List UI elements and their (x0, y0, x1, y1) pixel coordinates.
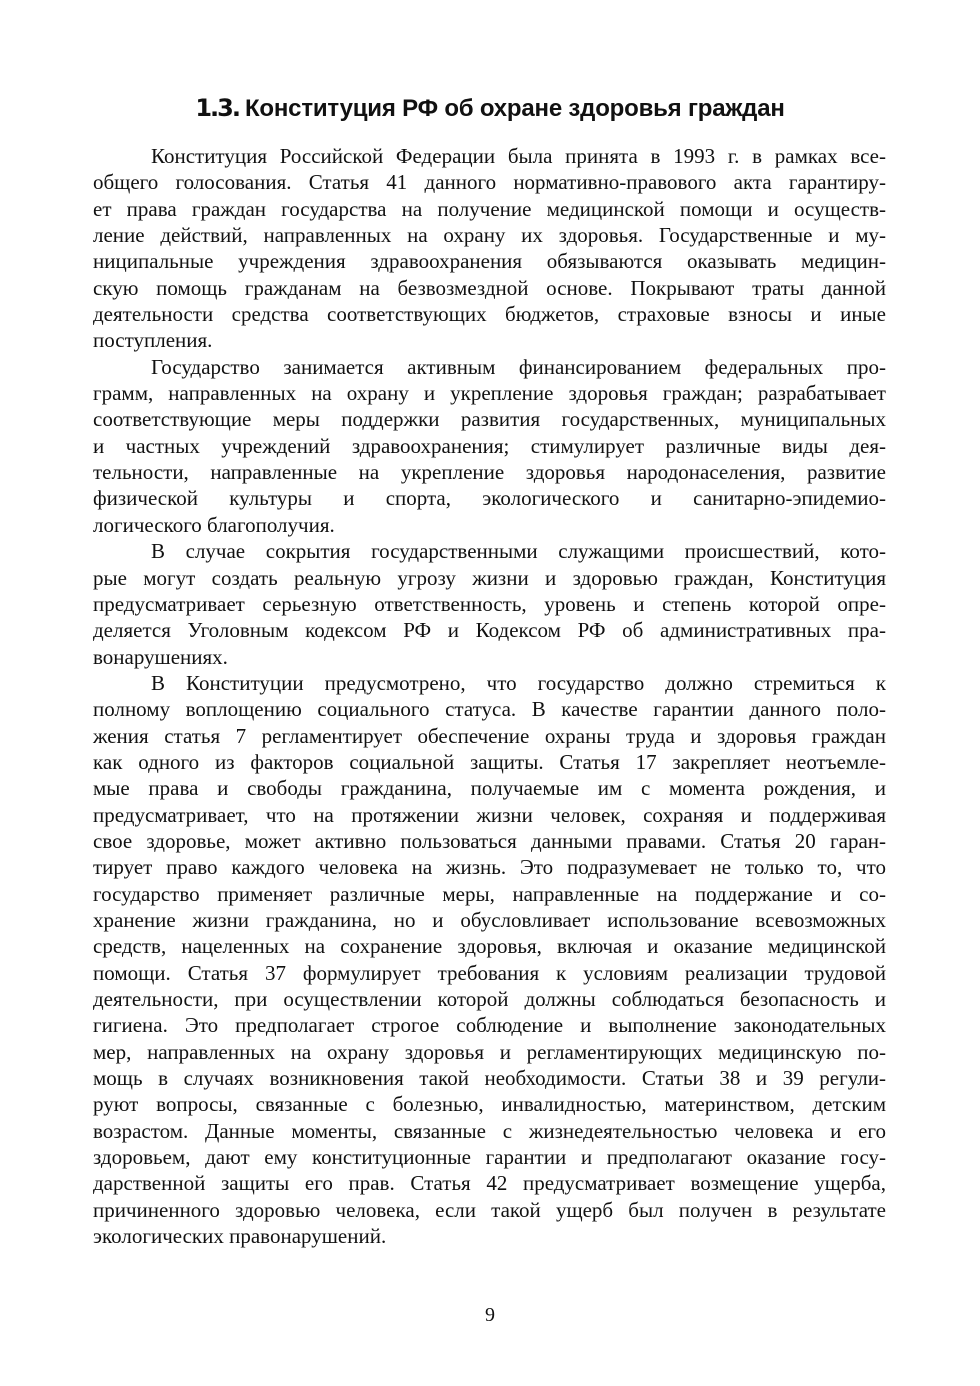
text-line: полному воплощению социального статуса. В качестве гарантии данного поло- (93, 697, 886, 722)
text-line: ет права граждан государства на получение медицинской помощи и осуществ- (93, 196, 886, 221)
text-line: мер, направленных на охрану здоровья и регламентирующих медицинскую по- (93, 1039, 886, 1064)
text-line: экологических правонарушений. (93, 1224, 387, 1249)
text-line: Государство занимается активным финансированием федеральных про- (151, 354, 886, 379)
text-line: предусматривает серьезную ответственность, уровень и степень которой опре- (93, 591, 886, 616)
text-line: тирует право каждого человека на жизнь. Это подразумевает не только то, что (93, 855, 886, 880)
page-number: 9 (485, 1304, 495, 1326)
text-line: В случае сокрытия государственными служащими происшествий, кото- (151, 539, 886, 564)
section-heading (0, 94, 980, 123)
paragraph (93, 354, 886, 538)
text-line: соответствующие меры поддержки развития государственных, муниципальных (93, 407, 886, 432)
text-line: хранение жизни гражданина, но и обусловливает использование всевозможных (93, 907, 886, 932)
text-line: физической культуры и спорта, экологического и санитарно-эпидемио- (93, 486, 886, 511)
text-line: причиненного здоровью человека, если такой ущерб был получен в результате (93, 1197, 886, 1222)
text-line: государство применяет различные меры, направленные на поддержание и со- (93, 881, 886, 906)
text-line: мые права и свободы гражданина, получаемые им с момента рождения, и (93, 776, 886, 801)
paragraph (93, 670, 886, 1250)
text-line: как одного из факторов социальной защиты. Статья 17 закрепляет неотъемле- (93, 749, 886, 774)
text-line: и частных учреждений здравоохранения; стимулирует различные виды дея- (93, 433, 886, 458)
text-line: рые могут создать реальную угрозу жизни и здоровью граждан, Конституция (93, 565, 886, 590)
text-line: руют вопросы, связанные с болезнью, инвалидностью, материнством, детским (93, 1092, 886, 1117)
text-line: ление действий, направленных на охрану их здоровья. Государственные и му- (93, 223, 886, 248)
text-line: мощь в случаях возникновения такой необходимости. Статьи 38 и 39 регули- (93, 1066, 886, 1091)
text-line: деятельности средства соответствующих бюджетов, страховые взносы и иные (93, 302, 886, 327)
text-line: Конституция Российской Федерации была принята в 1993 г. в рамках все- (151, 144, 886, 168)
text-line: средств, нацеленных на сохранение здоровья, включая и оказание медицинской (93, 934, 886, 959)
paragraph (93, 538, 886, 670)
section-number: 1.3. (195, 94, 239, 122)
section-title: Конституция РФ об охране здоровья граждан (244, 95, 785, 122)
text-line: скую помощь гражданам на безвозмездной основе. Покрывают траты данной (93, 275, 886, 300)
text-line: дарственной защиты его прав. Статья 42 предусматривает возмещение ущерба, (93, 1171, 886, 1196)
text-line: здоровьем, дают ему конституционные гарантии и предполагают оказание госу- (93, 1145, 886, 1170)
text-line: деляется Уголовным кодексом РФ и Кодексом РФ об административных пра- (93, 618, 886, 643)
text-line: общего голосования. Статья 41 данного нормативно-правового акта гарантиру- (93, 170, 886, 195)
text-line: ниципальные учреждения здравоохранения обязываются оказывать медицин- (93, 249, 886, 274)
text-line: жения статья 7 регламентирует обеспечение охраны труда и здоровья граждан (93, 723, 886, 748)
text-line: грамм, направленных на охрану и укрепление здоровья граждан; разрабатывает (93, 381, 886, 406)
paragraph (93, 143, 886, 354)
text-line: предусматривает, что на протяжении жизни человек, сохраняя и поддерживая (93, 802, 886, 827)
text-line: тельности, направленные на укрепление здоровья народонаселения, развитие (93, 460, 886, 485)
text-line: деятельности, при осуществлении которой должны соблюдаться безопасность и (93, 987, 886, 1011)
document-body (93, 143, 886, 1249)
text-line: возрастом. Данные моменты, связанные с жизнедеятельностью человека и его (93, 1118, 886, 1143)
text-line: гигиена. Это предполагает строгое соблюдение и выполнение законодательных (93, 1013, 886, 1038)
text-line: поступления. (93, 328, 213, 353)
text-line: вонарушениях. (93, 644, 228, 669)
text-line: логического благополучия. (93, 512, 335, 537)
text-line: свое здоровье, может активно пользоваться данными правами. Статья 20 гаран- (93, 828, 886, 853)
text-line: В Конституции предусмотрено, что государство должно стремиться к (151, 670, 886, 695)
text-line: помощи. Статья 37 формулирует требования к условиям реализации трудовой (93, 960, 886, 985)
